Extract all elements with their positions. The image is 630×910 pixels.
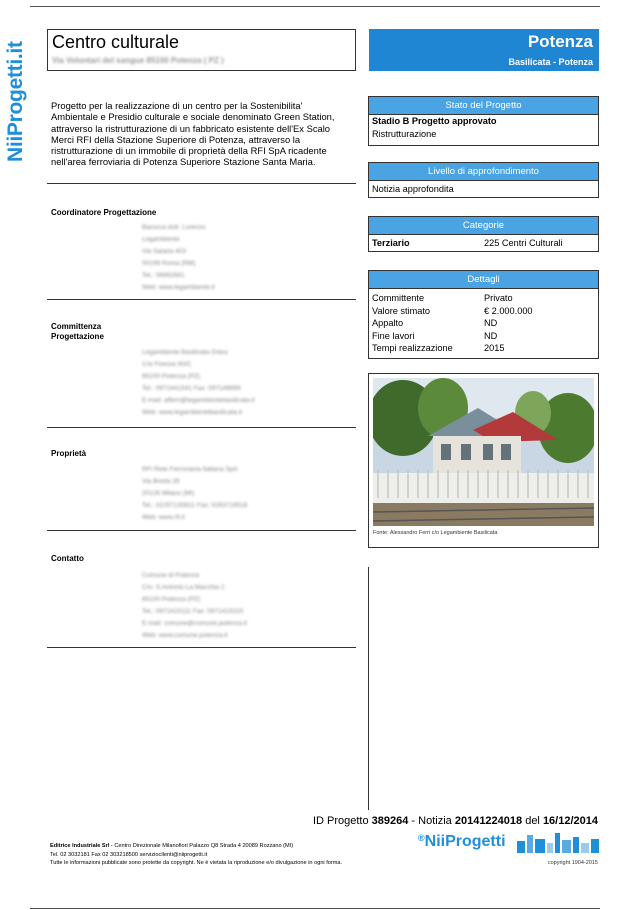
- section-title-committenza: Committenza Progettazione: [51, 322, 104, 341]
- page-title: Centro culturale: [52, 32, 180, 52]
- section-divider: [47, 299, 356, 300]
- notizia-date: 16/12/2014: [542, 815, 598, 827]
- dettagli-row: Committente Privato: [372, 293, 513, 303]
- station-photo-illustration: [373, 378, 594, 526]
- section-title-coordinatore: Coordinatore Progettazione: [51, 208, 157, 217]
- section-title-proprieta: Proprietà: [51, 449, 87, 458]
- niiprogetti-logo[interactable]: ®NiiProgetti: [418, 833, 506, 850]
- description-divider: [47, 183, 356, 184]
- dettagli-row: Valore stimato € 2.000.000: [372, 305, 533, 316]
- project-id: 389264: [371, 815, 409, 827]
- copyright: copyright 1904-2015: [547, 860, 598, 866]
- section-body-proprieta: RFI Rete Ferroviaria Italiana SpA Via Breda 28 20126 Milano (MI) Tel.: 02257130811 Fax: 0263719518 Web: www.rfi.it: [142, 466, 248, 521]
- panel-header: Stato del Progetto: [369, 97, 598, 115]
- photo-caption: Fonte: Alessandro Ferri c/o Legambiente Basilicata: [373, 530, 498, 536]
- section-body-committenza: Legambiente Basilicata Onlus V.le Firenze 60/C 85100 Potenza (PZ) Tel.: 0971441541 Fax: 097148699 E-mail: afferri@legambientebasilicata.it Web: www.legambientebasilicata.it: [142, 349, 255, 416]
- project-id-line: ID Progetto 389264 - Notizia 20141224018 del 16/12/2014: [312, 815, 598, 827]
- livello-value: Notizia approfondita: [372, 184, 454, 194]
- panel-header: Categorie: [369, 217, 598, 235]
- section-divider: [47, 427, 356, 428]
- panel-categorie: [368, 216, 599, 252]
- city-name: Potenza: [527, 32, 593, 51]
- panel-dettagli: [368, 270, 599, 359]
- column-divider: [368, 567, 369, 810]
- top-rule: [30, 6, 600, 7]
- stato-sub: Ristrutturazione: [372, 128, 437, 139]
- section-divider: [47, 530, 356, 531]
- panel-header: Livello di approfondimento: [369, 163, 598, 181]
- panel-header: Dettagli: [369, 271, 598, 289]
- stato-value: Stadio B Progetto approvato: [372, 116, 497, 126]
- categoria-row: [369, 237, 598, 250]
- vertical-brand-logo[interactable]: NiiProgetti.it: [4, 41, 27, 162]
- section-title-contatto: Contatto: [51, 554, 84, 563]
- dettagli-row: Tempi realizzazione 2015: [372, 343, 505, 353]
- photo-frame: [368, 373, 599, 548]
- bottom-rule: [30, 908, 600, 909]
- project-description: Progetto per la realizzazione di un centro per la Sostenibilita' Ambientale e Presidio culturale e sociale denominato Green Station, attraverso la ristrutturazione di un fabbricato esistente dell'Ex Scalo Merci RFI della Stazione Superiore di Potenza, attraverso la ristrutturazione di un immobile di proprietà della RFI SpA ricadente nell'area ferroviaria di Potenza Superiore Stazione Santa Maria.: [51, 100, 335, 168]
- section-body-contatto: Comune di Potenza C/o: S.Antonio La Macchia 2 85100 Potenza (PZ) Tel.: 0971415111 Fax: 0971415315 E-mail: comune@comune.potenza.it Web: www.comune.potenza.it: [142, 572, 247, 639]
- dettagli-row: Appalto ND: [372, 318, 498, 328]
- section-divider: [47, 647, 356, 648]
- footer-info: Editrice Industriale Srl - Centro Direzionale Milanofiori Palazzo Q8 Strada 4 20089 Rozzano (MI) Tel. 02 3032181 Fax 02 303218500 serviziocllenti@niiprogetti.it Tutte le informazioni pubblicate sono protette da copyright. Ne è vietata la riproduzione e/o divulgazione in ogni forma.: [50, 843, 343, 866]
- project-address: Via Volontari del sangue 85100 Potenza ( PZ ): [52, 56, 224, 65]
- project-photo[interactable]: [373, 378, 594, 526]
- panel-livello: [368, 162, 599, 198]
- region-name: Basilicata - Potenza: [508, 57, 593, 67]
- panel-stato: [368, 96, 599, 146]
- title-box: [47, 29, 356, 71]
- section-body-coordinatore: Barocca dott. Lorenzo Legambiente Via Salaria 403 00199 Roma (RM) Tel.: 06862681 Web: www.legambiente.it: [142, 224, 215, 291]
- dettagli-row: Fine lavori ND: [372, 330, 498, 341]
- city-box: [369, 29, 599, 71]
- notizia-id: 20141224018: [454, 815, 523, 827]
- categoria-value: 225 Centri Culturali: [484, 238, 563, 248]
- categoria-label: Terziario: [372, 238, 410, 248]
- skyline-logo-icon: [517, 831, 599, 853]
